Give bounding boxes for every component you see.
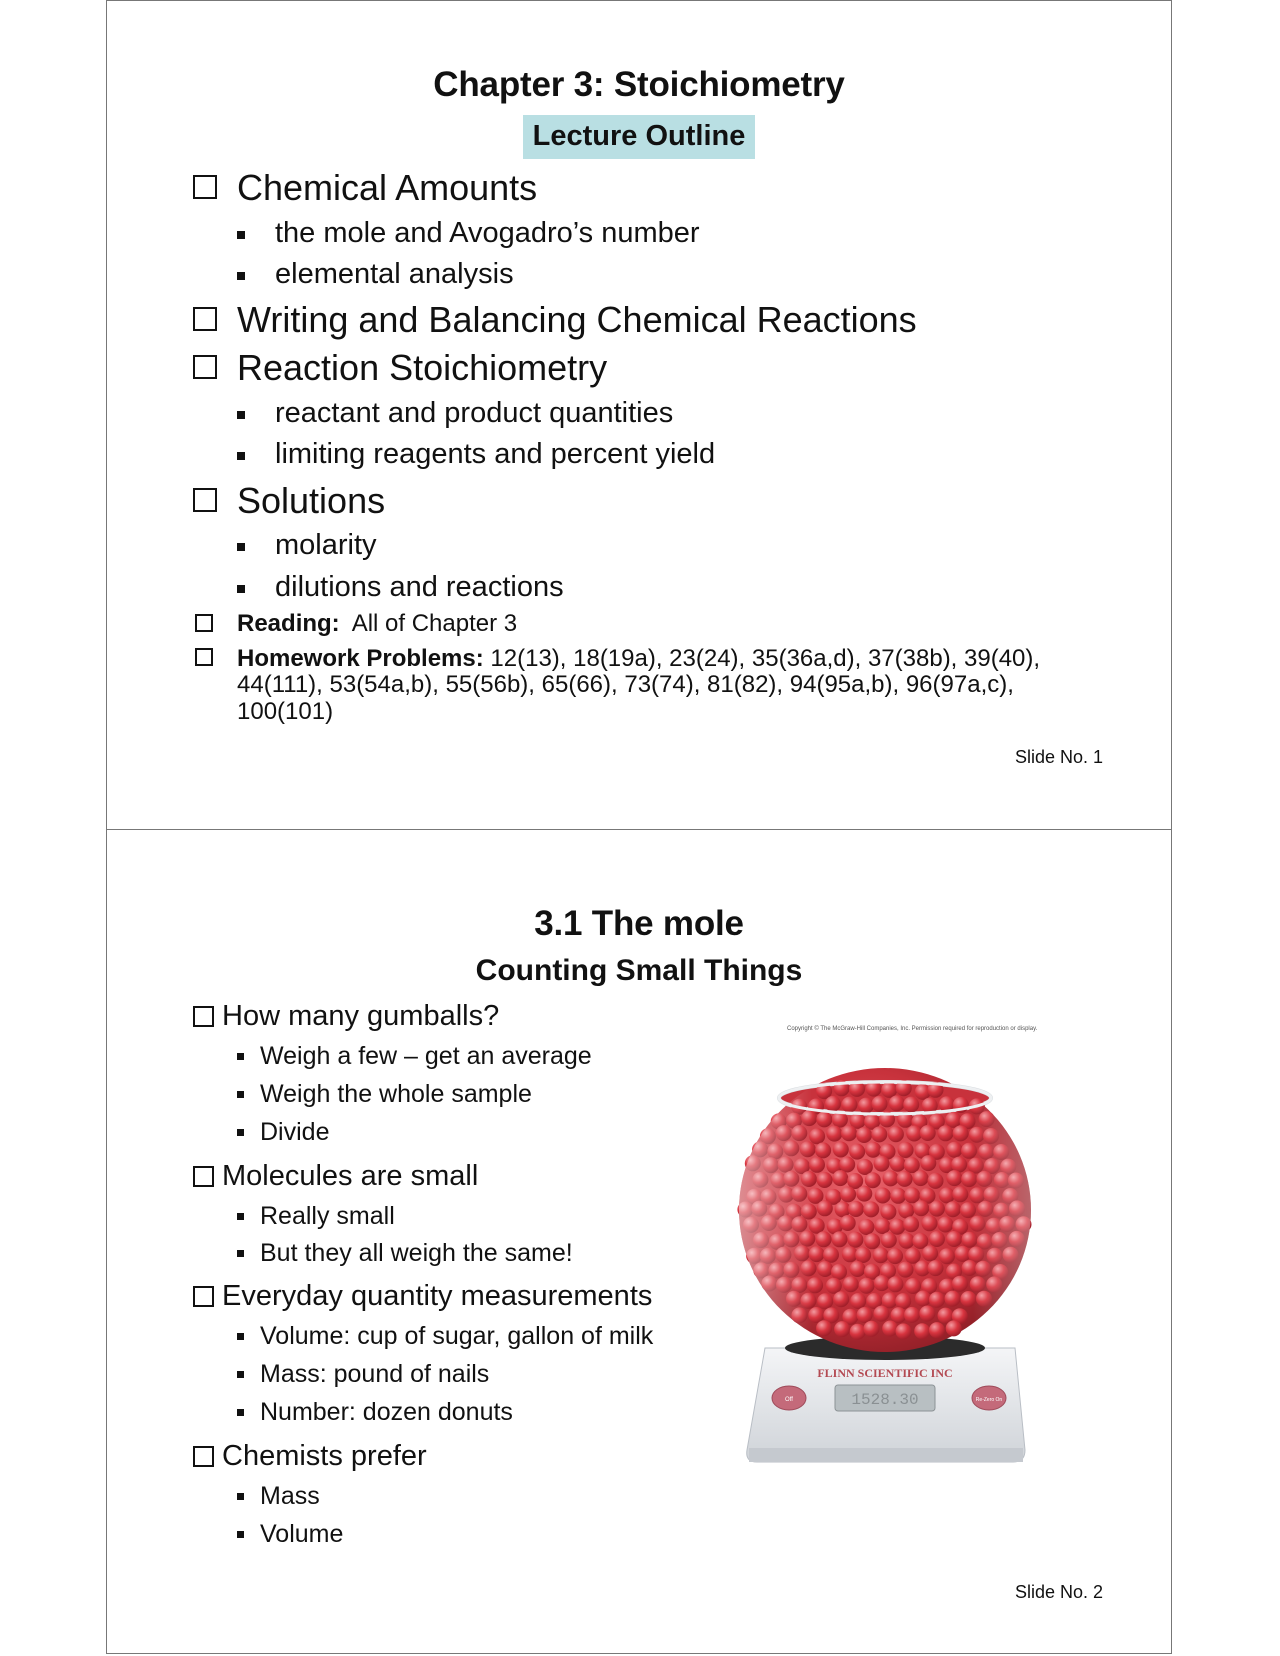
checkbox-icon [193,1446,214,1467]
outline-subitem: But they all weigh the same! [260,1239,573,1267]
outline-subitem: Divide [260,1118,330,1146]
bullet-icon [237,1129,244,1136]
outline-item-solutions: Solutions [237,480,386,521]
bullet-icon [237,231,245,239]
outline-subitem: Volume: cup of sugar, gallon of milk [260,1322,654,1350]
outline-subitem: limiting reagents and percent yield [275,438,716,470]
reading-text: All of Chapter 3 [351,610,518,637]
homework-problems-3: 100(101) [237,698,334,725]
gumball-jar-photo [735,1030,1045,1490]
homework-line-1 [237,645,1040,673]
outline-subitem: Mass: pound of nails [260,1360,490,1388]
homework-label: Homework Problems: [237,645,484,672]
outline-subitem: dilutions and reactions [275,571,564,603]
scale-display-readout: 1528.30 [851,1391,919,1409]
checkbox-icon [195,614,213,632]
outline-subitem: Weigh the whole sample [260,1080,532,1108]
outline-subitem: Mass [260,1482,320,1510]
slide-title: 3.1 The mole [534,904,744,943]
bullet-icon [237,1371,244,1378]
bullet-icon [237,272,245,280]
slide-subtitle-wrap [107,954,1171,988]
outline-subitem: reactant and product quantities [275,397,674,429]
outline-item-chemists-prefer: Chemists prefer [222,1440,427,1472]
slide-2 [107,830,1171,1655]
slide-title: Chapter 3: Stoichiometry [433,65,845,104]
checkbox-icon [193,488,217,512]
slide-subtitle: Lecture Outline [523,115,756,159]
outline-subitem: molarity [275,529,377,561]
bullet-icon [237,1250,244,1257]
homework-problems-2: 44(111), 53(54a,b), 55(56b), 65(66), 73(74), 81(82), 94(95a,b), 96(97a,c), [237,671,1014,698]
checkbox-icon [193,355,217,379]
bullet-icon [237,543,245,551]
outline-subitem: Number: dozen donuts [260,1398,513,1426]
homework-problems-1: 12(13), 18(19a), 23(24), 35(36a,d), 37(38b), 39(40), [490,645,1041,672]
reading-label: Reading: [237,610,340,637]
outline-subitem: Volume [260,1520,344,1548]
scale-rezero-button-label: Re-Zero On [975,1397,1003,1403]
reading-line [237,610,517,638]
outline-subitem: the mole and Avogadro’s number [275,217,700,249]
slide-subtitle: Counting Small Things [475,954,803,987]
outline-subitem: Weigh a few – get an average [260,1042,592,1070]
handout-page [106,0,1172,1654]
copyright-notice: Copyright © The McGraw-Hill Companies, Inc. Permission required for reproduction or display. [787,1026,1038,1032]
bullet-icon [237,1053,244,1060]
bullet-icon [237,1531,244,1538]
slide-number: Slide No. 2 [1014,1582,1103,1602]
bullet-icon [237,585,245,593]
outline-item-everyday: Everyday quantity measurements [222,1280,653,1312]
scale-off-button-label: Off [785,1397,793,1403]
outline-item-reaction-stoichiometry: Reaction Stoichiometry [237,347,608,388]
outline-subitem: elemental analysis [275,258,514,290]
outline-item-chemical-amounts: Chemical Amounts [237,167,538,208]
checkbox-icon [193,175,217,199]
checkbox-icon [195,648,213,666]
slide-subtitle-wrap [107,115,1171,159]
bullet-icon [237,1333,244,1340]
checkbox-icon [193,1286,214,1307]
bullet-icon [237,1213,244,1220]
bullet-icon [237,411,245,419]
bullet-icon [237,1493,244,1500]
bullet-icon [237,1091,244,1098]
outline-subitem: Really small [260,1202,395,1230]
checkbox-icon [193,1166,214,1187]
outline-item-gumballs: How many gumballs? [222,1000,500,1032]
outline-item-writing-balancing: Writing and Balancing Chemical Reactions [237,299,917,340]
checkbox-icon [193,1006,214,1027]
checkbox-icon [193,307,217,331]
bullet-icon [237,452,245,460]
slide-1 [107,1,1171,829]
slide-number: Slide No. 1 [1014,747,1103,767]
outline-item-molecules: Molecules are small [222,1160,479,1192]
bullet-icon [237,1409,244,1416]
scale-brand-label: FLINN SCIENTIFIC INC [817,1366,953,1380]
